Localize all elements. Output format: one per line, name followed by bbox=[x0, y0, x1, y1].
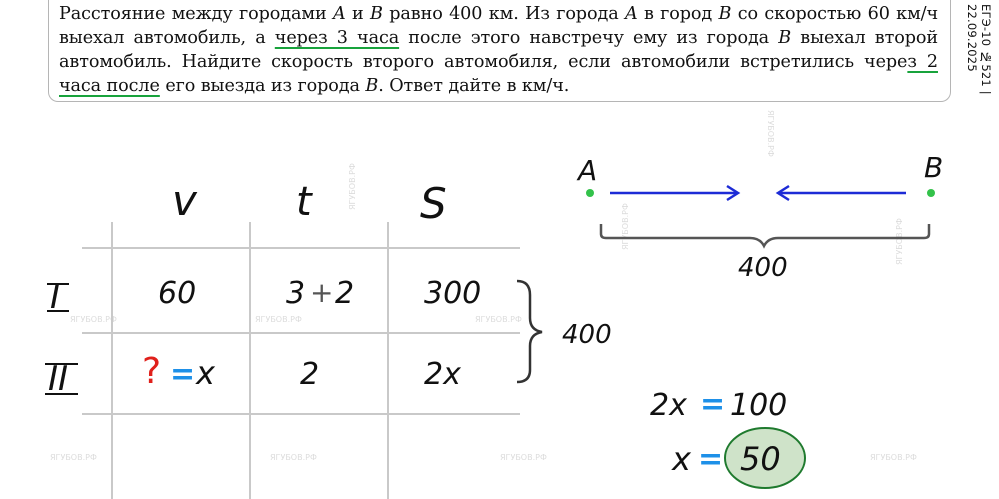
var-b: B bbox=[365, 76, 379, 96]
cell-t-1-op: + bbox=[310, 276, 334, 309]
row-label-2: II bbox=[48, 359, 69, 399]
city-a-point bbox=[586, 189, 594, 197]
var-b: B bbox=[778, 28, 792, 48]
problem-text-part: . Ответ дайте в км/ч. bbox=[378, 76, 570, 96]
cell-s-2: 2x bbox=[424, 357, 461, 392]
cell-v-2-x: x bbox=[196, 354, 215, 392]
cell-t-2: 2 bbox=[300, 357, 320, 392]
problem-text-part: выехал второй автомобиль. Найдите скорость второго автомобиля, если автомобили встретились чере bbox=[59, 28, 938, 72]
var-a: A bbox=[624, 4, 638, 24]
arrow-left bbox=[778, 186, 906, 200]
cell-v-1: 60 bbox=[158, 276, 197, 311]
equation-1-right: 100 bbox=[730, 388, 788, 423]
equation-1-left: 2x bbox=[650, 388, 687, 423]
watermark: ЯГУБОВ.РФ bbox=[475, 315, 522, 324]
problem-text-part: его выезда из города bbox=[159, 76, 366, 96]
watermark: ЯГУБОВ.РФ bbox=[766, 110, 775, 157]
equation-1-equals: = bbox=[700, 387, 726, 422]
cell-t-1-b: 2 bbox=[335, 276, 355, 311]
city-b-label: B bbox=[924, 151, 944, 184]
distance-brace bbox=[601, 224, 929, 246]
sum-brace bbox=[517, 281, 542, 382]
problem-text-part: равно 400 км. Из города bbox=[382, 4, 625, 24]
header-v: v bbox=[172, 176, 197, 225]
brace-total: 400 bbox=[562, 320, 612, 350]
watermark: ЯГУБОВ.РФ bbox=[500, 453, 547, 462]
header-s: S bbox=[420, 179, 447, 228]
watermark: ЯГУБОВ.РФ bbox=[270, 453, 317, 462]
underlined-phrase-3-hours: через 3 часа bbox=[274, 28, 400, 48]
var-b: B bbox=[718, 4, 732, 24]
problem-text-part: Расстояние между городами bbox=[59, 4, 334, 24]
var-b: B bbox=[370, 4, 383, 24]
row-label-1: I bbox=[50, 277, 61, 317]
problem-text-part: в город bbox=[637, 4, 719, 24]
problem-text-part: со скоростью 60 км/ч выехал автомобиль, а bbox=[59, 4, 939, 48]
problem-text-part: и bbox=[345, 4, 371, 24]
question-mark: ? bbox=[142, 351, 162, 392]
equation-2-equals: = bbox=[698, 442, 724, 477]
watermark: ЯГУБОВ.РФ bbox=[621, 203, 630, 250]
cell-v-2-equals: = bbox=[170, 357, 196, 392]
header-t: t bbox=[296, 179, 312, 225]
var-a: A bbox=[333, 4, 346, 24]
cell-t-1-a: 3 bbox=[286, 276, 306, 311]
watermark: ЯГУБОВ.РФ bbox=[50, 453, 97, 462]
watermark: ЯГУБОВ.РФ bbox=[348, 163, 357, 210]
equation-2-left: x bbox=[672, 440, 691, 478]
city-b-point bbox=[927, 189, 935, 197]
city-a-label: A bbox=[578, 154, 598, 187]
side-label: ЕГЭ-10 №521 | 22.09.2025 bbox=[965, 4, 993, 95]
arrow-right bbox=[610, 186, 738, 200]
distance-label: 400 bbox=[738, 253, 788, 283]
watermark: ЯГУБОВ.РФ bbox=[70, 315, 117, 324]
watermark: ЯГУБОВ.РФ bbox=[895, 218, 904, 265]
answer-value: 50 bbox=[740, 440, 781, 478]
watermark: ЯГУБОВ.РФ bbox=[870, 453, 917, 462]
problem-text-part: после этого навстречу ему из города bbox=[399, 28, 779, 48]
cell-s-1: 300 bbox=[424, 276, 482, 311]
underlined-phrase-2-hours: з 2 часа после bbox=[59, 52, 938, 96]
watermark: ЯГУБОВ.РФ bbox=[255, 315, 302, 324]
